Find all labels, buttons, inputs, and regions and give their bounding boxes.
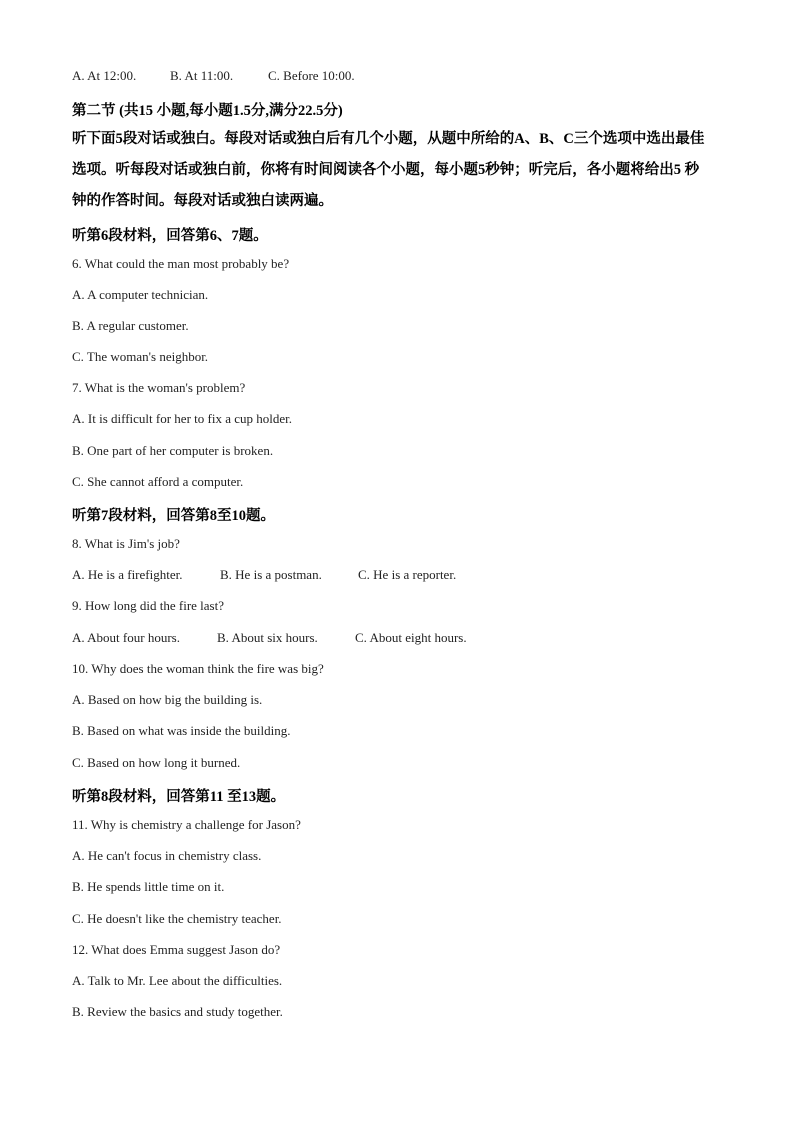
option-b[interactable]: B. At 11:00. xyxy=(170,68,234,83)
section-title: 第二节 (共15 小题,每小题1.5分,满分22.5分) xyxy=(72,103,343,119)
prev-question-options xyxy=(72,68,355,84)
q10-option-a[interactable]: A. Based on how big the building is. xyxy=(72,692,263,707)
q8-option-a[interactable]: A. He is a firefighter. xyxy=(72,567,183,582)
q7-option-b[interactable]: B. One part of her computer is broken. xyxy=(72,443,274,458)
question-stem-11: 11. Why is chemistry a challenge for Jason? xyxy=(72,817,301,832)
q11-option-c[interactable]: C. He doesn't like the chemistry teacher. xyxy=(72,911,282,926)
q8-option-c[interactable]: C. He is a reporter. xyxy=(358,567,457,582)
question-stem-7: 7. What is the woman's problem? xyxy=(72,380,246,395)
q11-option-a[interactable]: A. He can't focus in chemistry class. xyxy=(72,848,262,863)
q9-options xyxy=(72,630,467,646)
q7-option-a[interactable]: A. It is difficult for her to fix a cup holder. xyxy=(72,411,292,426)
q12-option-a[interactable]: A. Talk to Mr. Lee about the difficulties. xyxy=(72,973,283,988)
q8-options xyxy=(72,567,456,583)
group-heading-7: 听第7段材料，回答第8至10题。 xyxy=(72,508,275,524)
q6-option-b[interactable]: B. A regular customer. xyxy=(72,318,189,333)
question-stem-9: 9. How long did the fire last? xyxy=(72,598,224,613)
q9-option-a[interactable]: A. About four hours. xyxy=(72,630,180,645)
option-a[interactable]: A. At 12:00. xyxy=(72,68,137,83)
question-stem-12: 12. What does Emma suggest Jason do? xyxy=(72,942,281,957)
q10-option-b[interactable]: B. Based on what was inside the building. xyxy=(72,723,291,738)
q6-option-a[interactable]: A. A computer technician. xyxy=(72,287,209,302)
q11-option-b[interactable]: B. He spends little time on it. xyxy=(72,879,225,894)
question-stem-8: 8. What is Jim's job? xyxy=(72,536,180,551)
option-c[interactable]: C. Before 10:00. xyxy=(268,68,355,83)
q12-option-b[interactable]: B. Review the basics and study together. xyxy=(72,1004,283,1019)
q9-option-b[interactable]: B. About six hours. xyxy=(217,630,318,645)
group-heading-6: 听第6段材料，回答第6、7题。 xyxy=(72,228,268,244)
question-stem-6: 6. What could the man most probably be? xyxy=(72,256,290,271)
group-heading-8: 听第8段材料，回答第11 至13题。 xyxy=(72,789,286,805)
q8-option-b[interactable]: B. He is a postman. xyxy=(220,567,322,582)
q7-option-c[interactable]: C. She cannot afford a computer. xyxy=(72,474,244,489)
q10-option-c[interactable]: C. Based on how long it burned. xyxy=(72,755,241,770)
q6-option-c[interactable]: C. The woman's neighbor. xyxy=(72,349,209,364)
question-stem-10: 10. Why does the woman think the fire was big? xyxy=(72,661,324,676)
section-instructions: 听下面5段对话或独白。每段对话或独白后有几个小题，从题中所给的A、B、C三个选项中选出最佳选项。听每段对话或独白前，你将有时间阅读各个小题，每小题5秒钟；听完后，各小题将给出5 秒钟的作答时间。每段对话或独白读两遍。 xyxy=(72,131,705,209)
q9-option-c[interactable]: C. About eight hours. xyxy=(355,630,467,645)
